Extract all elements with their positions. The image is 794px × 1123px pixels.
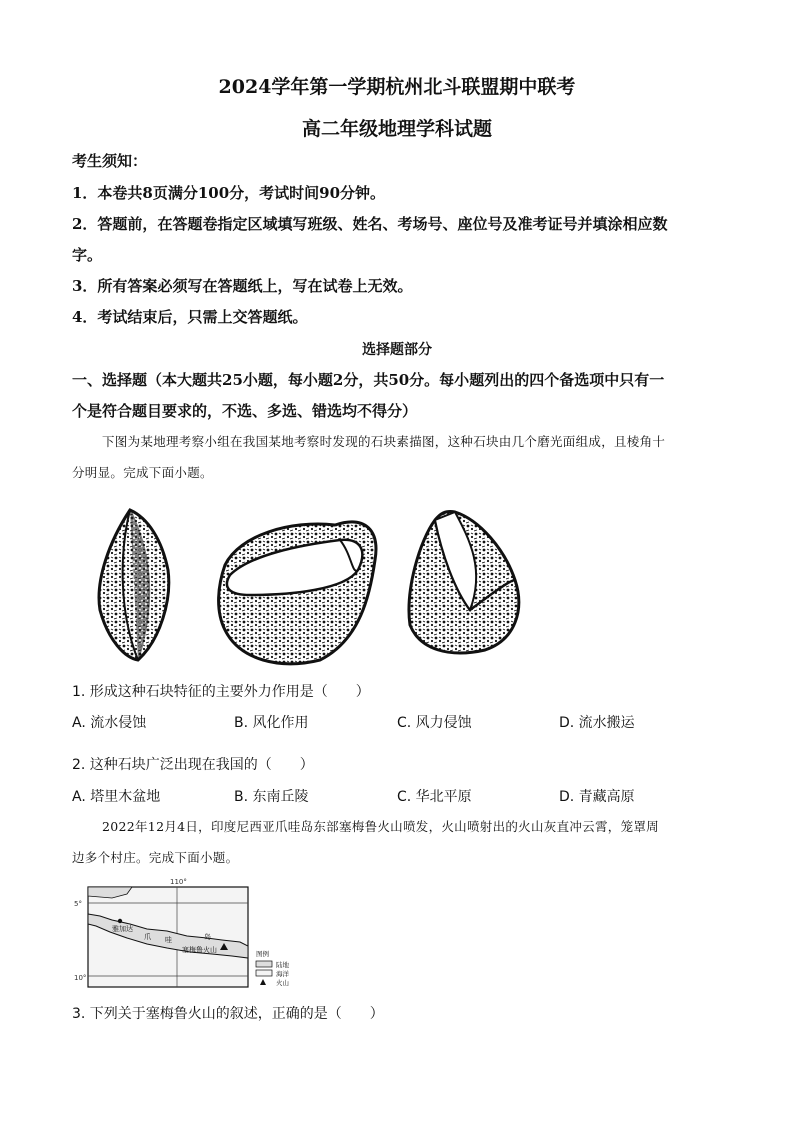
notice-item-1: 1．本卷共8页满分100分，考试时间90分钟。 <box>72 184 386 202</box>
question-1-stem: 1. 形成这种石块特征的主要外力作用是（ ） <box>72 684 370 700</box>
legend-sea: 海洋 <box>276 970 289 978</box>
map-island-char-3: 岛 <box>204 933 211 941</box>
legend-sea-swatch <box>256 970 272 976</box>
exam-title: 2024学年第一学期杭州北斗联盟期中联考 <box>218 76 576 98</box>
stone-1 <box>99 510 169 660</box>
passage1-line2: 分明显。完成下面小题。 <box>72 465 213 480</box>
q1-option-b[interactable]: B. 风化作用 <box>234 715 309 731</box>
q2-option-d[interactable]: D. 青藏高原 <box>559 789 635 805</box>
passage1-line1: 下图为某地理考察小组在我国某地考察时发现的石块素描图，这种石块由几个磨光面组成，且棱角十 <box>102 434 666 449</box>
map-lat-top: 5° <box>74 900 82 908</box>
map-lon-label: 110° <box>170 878 187 886</box>
passage2-line2: 边多个村庄。完成下面小题。 <box>72 850 239 865</box>
q1-option-a[interactable]: A. 流水侵蚀 <box>72 715 147 731</box>
map-volcano-label: 塞梅鲁火山 <box>182 946 217 954</box>
legend-land-swatch <box>256 961 272 967</box>
section-instruction-1: 一、选择题（本大题共25小题，每小题2分，共50分。每小题列出的四个备选项中只有一 <box>72 371 665 389</box>
q1-option-c[interactable]: C. 风力侵蚀 <box>397 715 472 731</box>
passage2-line1: 2022年12月4日，印度尼西亚爪哇岛东部塞梅鲁火山喷发，火山喷射出的火山灰直冲云霄，笼罩周 <box>102 819 659 834</box>
java-volcano-map <box>72 876 312 994</box>
map-city-label: 雅加达 <box>112 925 133 933</box>
section-title: 选择题部分 <box>362 342 432 358</box>
q2-option-a[interactable]: A. 塔里木盆地 <box>72 789 161 805</box>
question-2-stem: 2. 这种石块广泛出现在我国的（ ） <box>72 757 314 773</box>
exam-subtitle: 高二年级地理学科试题 <box>301 118 492 140</box>
stone-sketches <box>90 500 530 670</box>
stone-3 <box>409 511 519 653</box>
map-lat-bottom: 10° <box>74 974 87 982</box>
legend-volcano-icon <box>260 979 266 985</box>
notice-item-4: 4．考试结束后，只需上交答题纸。 <box>72 308 308 326</box>
notice-item-3: 3．所有答案必须写在答题纸上，写在试卷上无效。 <box>72 277 413 295</box>
stone-2 <box>219 522 376 664</box>
q1-option-d[interactable]: D. 流水搬运 <box>559 715 635 731</box>
q2-option-c[interactable]: C. 华北平原 <box>397 789 472 805</box>
question-3-stem: 3. 下列关于塞梅鲁火山的叙述，正确的是（ ） <box>72 1006 384 1022</box>
jakarta-marker <box>118 919 122 923</box>
map-island-char-2: 哇 <box>165 936 172 944</box>
notice-item-2-cont: 字。 <box>72 246 103 264</box>
section-instruction-2: 个是符合题目要求的，不选、多选、错选均不得分） <box>72 402 418 420</box>
q2-option-b[interactable]: B. 东南丘陵 <box>234 789 309 805</box>
legend-volcano: 火山 <box>276 979 289 987</box>
notice-item-2: 2．答题前，在答题卷指定区域填写班级、姓名、考场号、座位号及准考证号并填涂相应数 <box>72 215 668 233</box>
legend-title: 图例 <box>256 950 269 958</box>
legend-land: 陆地 <box>276 961 289 969</box>
notice-heading: 考生须知： <box>72 152 148 170</box>
map-island-char-1: 爪 <box>144 933 151 941</box>
